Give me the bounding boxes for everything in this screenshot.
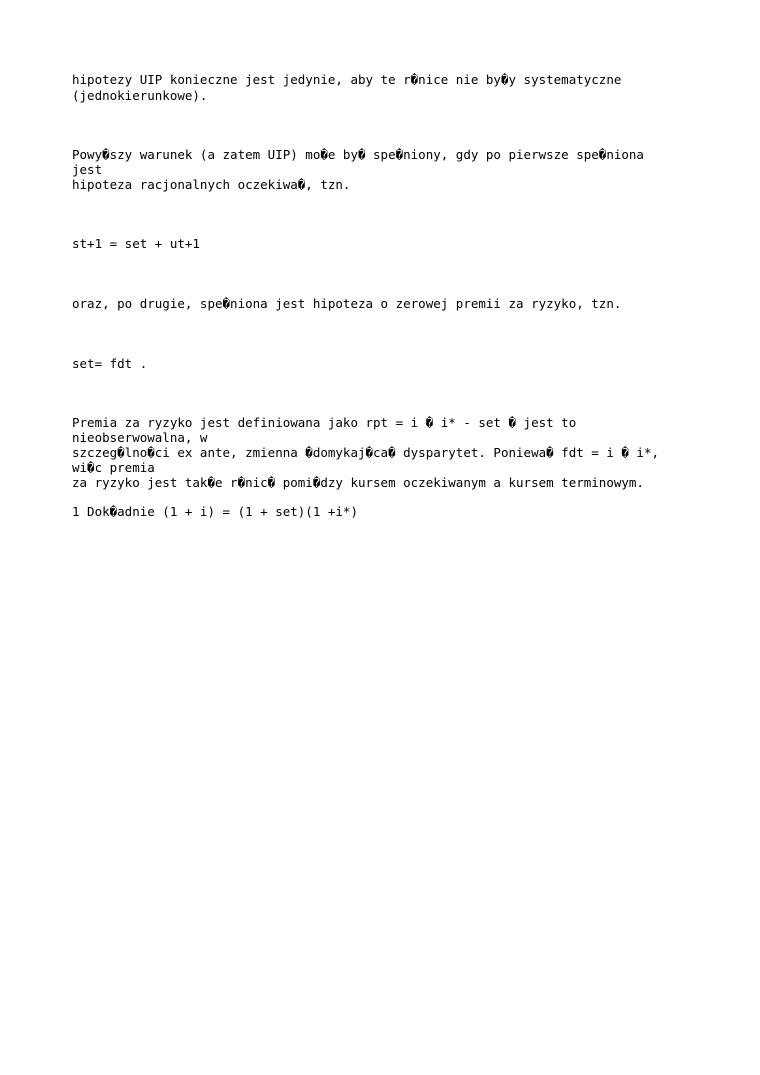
text-line-condition-met: Powy�szy warunek (a zatem UIP) mo�e by� spe�niony, gdy po pierwsze spe�niona (72, 147, 644, 162)
footnote-1: 1 Dok�adnie (1 + i) = (1 + set)(1 +i*) (72, 504, 358, 519)
text-line-zero-risk-premium: oraz, po drugie, spe�niona jest hipoteza o zerowej premii za ryzyko, tzn. (72, 296, 622, 311)
text-line-uip-condition: hipotezy UIP konieczne jest jedynie, aby te r�nice nie by�y systematyczne (72, 72, 622, 87)
equation-forward-rate: set= fdt . (72, 356, 148, 371)
text-line-ex-ante: szczeg�lno�ci ex ante, zmienna �domykaj�ca� dysparytet. Poniewa� fdt = i � i*, (72, 445, 659, 460)
equation-expectations: st+1 = set + ut+1 (72, 236, 200, 251)
text-line-therefore-premium: wi�c premia (72, 460, 155, 475)
text-line-jest: jest (72, 162, 103, 177)
text-line-unidirectional: (jednokierunkowe). (72, 88, 208, 103)
text-line-rational-expectations: hipoteza racjonalnych oczekiwa�, tzn. (72, 177, 351, 192)
text-line-risk-premium-definition: Premia za ryzyko jest definiowana jako rpt = i � i* - set � jest to (72, 415, 577, 430)
text-line-expected-vs-forward: za ryzyko jest tak�e r�nic� pomi�dzy kursem oczekiwanym a kursem terminowym. (72, 475, 644, 490)
text-line-unobservable: nieobserwowalna, w (72, 430, 208, 445)
